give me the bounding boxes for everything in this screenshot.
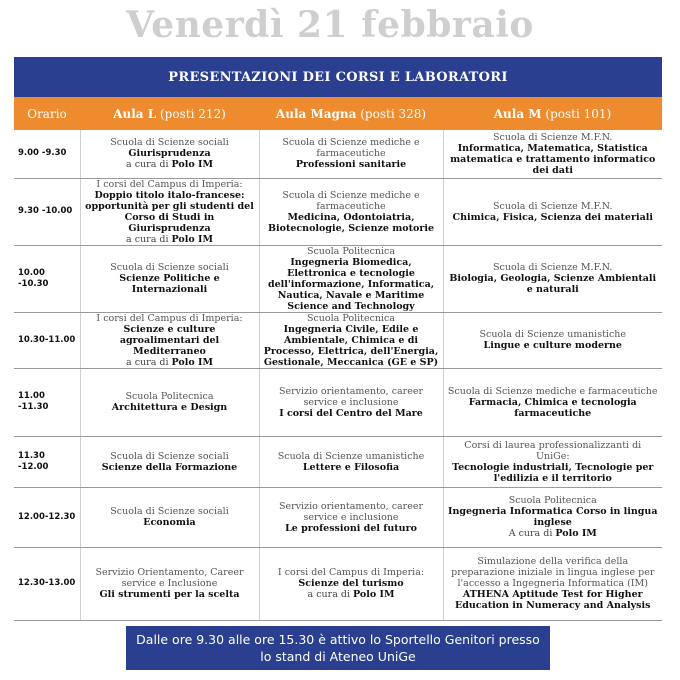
- table-row: [14, 245, 662, 312]
- curated-by: [84, 234, 256, 245]
- course-title: Tecnologie industriali, Tecnologie per l'edilizia e il territorio: [452, 461, 654, 484]
- aula-magna-cell: [259, 436, 443, 487]
- aula-magna-cell: [259, 368, 443, 436]
- aula-m-cell: [443, 312, 662, 368]
- school-label: Scuola di Scienze umanistiche: [277, 450, 425, 462]
- aula-m-cell: [443, 368, 662, 436]
- curated-prefix: A cura di: [508, 528, 556, 539]
- curator-name: Polo IM: [171, 356, 213, 368]
- time-slot: 11.00 -11.30: [14, 368, 80, 436]
- school-label: Scuola di Scienze sociali: [110, 137, 229, 149]
- section-banner: PRESENTAZIONI DEI CORSI E LABORATORI: [14, 57, 662, 97]
- school-label: Scuola di Scienze sociali: [110, 506, 229, 517]
- aula-m-cell: [443, 436, 662, 487]
- course-title: Le professioni del futuro: [285, 522, 417, 534]
- page-title: Venerdì 21 febbraio: [126, 4, 534, 46]
- table-row: [14, 312, 662, 368]
- aula-l-cell: [80, 178, 259, 245]
- course-title: Economia: [143, 517, 196, 528]
- aula-l-cell: [80, 436, 259, 487]
- time-slot: 11.30 -12.00: [14, 436, 80, 487]
- course-title: Doppio titolo italo-francese: opportunità per gli studenti del Corso di Studi in Giurisprudenza: [85, 189, 254, 234]
- table-row: [14, 178, 662, 245]
- aula-magna-cell: [259, 487, 443, 547]
- aula-l-name: Aula L: [113, 106, 157, 121]
- header-aula-l: [80, 107, 259, 121]
- header-aula-m: [443, 107, 662, 121]
- curated-prefix: a cura di: [126, 159, 172, 171]
- course-title: Informatica, Matematica, Statistica matematica e trattamento informatico dei dati: [450, 142, 656, 176]
- curator-name: Polo IM: [171, 233, 213, 245]
- curated-by: [84, 159, 256, 170]
- school-label: Scuola Politecnica: [508, 495, 597, 506]
- aula-magna-cell: [259, 245, 443, 312]
- aula-m-cell: [443, 130, 662, 178]
- course-title: Biologia, Geologia, Scienze Ambientali e naturali: [449, 273, 657, 295]
- curator-name: Polo IM: [171, 159, 213, 171]
- school-label: I corsi del Campus di Imperia:: [277, 567, 425, 578]
- course-title: Farmacia, Chimica e tecnologia farmaceutiche: [468, 396, 637, 419]
- table-row: [14, 130, 662, 178]
- course-title: Lingue e culture moderne: [483, 340, 622, 351]
- curated-by: [263, 589, 440, 600]
- aula-l-cell: [80, 245, 259, 312]
- aula-l-cell: [80, 547, 259, 620]
- footer-line-1: Dalle ore 9.30 alle ore 15.30 è attivo lo Sportello Genitori presso: [136, 632, 540, 647]
- school-label: Scuola di Scienze mediche e farmaceutiche: [447, 385, 658, 397]
- course-title: Chimica, Fisica, Scienza dei materiali: [452, 211, 653, 223]
- course-title: Scienze e culture agroalimentari del Mediterraneo: [119, 323, 220, 357]
- school-label: Scuola di Scienze sociali: [110, 262, 229, 273]
- aula-magna-cell: [259, 130, 443, 178]
- header-aula-magna: [259, 107, 443, 121]
- school-label: Scuola Politecnica: [306, 312, 396, 324]
- aula-magna-seats: (posti 328): [360, 106, 427, 121]
- curator-name: Polo IM: [555, 528, 597, 539]
- aula-magna-cell: [259, 312, 443, 368]
- school-label: Scuola Politecnica: [125, 391, 214, 402]
- curated-by: [84, 357, 256, 368]
- course-title: Scienze del turismo: [298, 578, 404, 589]
- school-label: Corsi di laurea professionalizzanti di UniGe:: [464, 439, 642, 462]
- time-slot: 12.30-13.00: [14, 547, 80, 620]
- curator-name: Polo IM: [353, 589, 395, 600]
- table-header: [14, 97, 662, 130]
- course-title: Ingegneria Biomedica, Elettronica e tecnologie dell'informazione, Informatica, Nautica, Navale e Maritime Science and Technology: [267, 256, 435, 312]
- course-title: Medicina, Odontoiatria, Biotecnologie, Scienze motorie: [267, 211, 434, 234]
- footer-line-2: lo stand di Ateneo UniGe: [260, 649, 416, 664]
- time-slot: 10.00 -10.30: [14, 245, 80, 312]
- aula-m-seats: (posti 101): [545, 106, 612, 121]
- school-label: Scuola di Scienze M.F.N.: [493, 200, 613, 212]
- table-row: [14, 487, 662, 547]
- schedule-table: [14, 130, 662, 621]
- aula-l-cell: [80, 368, 259, 436]
- course-title: Lettere e Filosofia: [302, 461, 400, 473]
- school-label: Scuola di Scienze mediche e farmaceutiche: [282, 137, 420, 160]
- time-slot: 9.30 -10.00: [14, 178, 80, 245]
- course-title: ATHENA Aptitude Test for Higher Education in Numeracy and Analysis: [455, 589, 651, 611]
- school-label: Scuola di Scienze M.F.N.: [493, 131, 613, 143]
- aula-l-cell: [80, 130, 259, 178]
- time-slot: 12.00-12.30: [14, 487, 80, 547]
- course-title: Scienze della Formazione: [101, 461, 238, 473]
- school-label: I corsi del Campus di Imperia:: [96, 312, 243, 324]
- header-orario: Orario: [27, 106, 67, 121]
- aula-m-cell: [443, 178, 662, 245]
- curated-by: [447, 528, 660, 539]
- aula-magna-cell: [259, 547, 443, 620]
- school-label: Simulazione della verifica della preparazione iniziale in lingua inglese per l'accesso a Ingegneria Informatica (IM): [451, 556, 655, 589]
- time-slot: 9.00 -9.30: [14, 130, 80, 178]
- time-slot: 10.30-11.00: [14, 312, 80, 368]
- aula-m-cell: [443, 547, 662, 620]
- footer-notice: [126, 626, 550, 670]
- aula-l-cell: [80, 487, 259, 547]
- course-title: Scienze Politiche e Internazionali: [119, 273, 220, 295]
- school-label: I corsi del Campus di Imperia:: [96, 178, 243, 190]
- course-title: Ingegneria Civile, Edile e Ambientale, Chimica e di Processo, Elettrica, dell'Energia, Gestionale, Meccanica (GE e SP): [263, 323, 439, 368]
- course-title: Ingegneria Informatica Corso in lingua inglese: [448, 506, 658, 528]
- aula-magna-cell: [259, 178, 443, 245]
- table-row: [14, 368, 662, 436]
- course-title: I corsi del Centro del Mare: [279, 407, 423, 419]
- aula-l-seats: (posti 212): [160, 106, 226, 121]
- curated-prefix: a cura di: [126, 356, 172, 368]
- school-label: Scuola di Scienze M.F.N.: [493, 262, 613, 273]
- course-title: Giurisprudenza: [128, 148, 211, 160]
- aula-m-cell: [443, 245, 662, 312]
- course-title: Architettura e Design: [111, 402, 228, 413]
- school-label: Servizio orientamento, career service e inclusione: [278, 500, 424, 523]
- aula-m-name: Aula M: [493, 106, 542, 121]
- table-row: [14, 436, 662, 487]
- school-label: Scuola Politecnica: [306, 245, 396, 257]
- course-title: Gli strumenti per la scelta: [99, 589, 240, 600]
- school-label: Scuola di Scienze sociali: [110, 450, 229, 462]
- table-row: [14, 547, 662, 620]
- aula-magna-name: Aula Magna: [275, 106, 357, 121]
- aula-m-cell: [443, 487, 662, 547]
- curated-prefix: a cura di: [126, 233, 172, 245]
- aula-l-cell: [80, 312, 259, 368]
- school-label: Servizio Orientamento, Career service e Inclusione: [95, 567, 244, 589]
- school-label: Scuola di Scienze umanistiche: [479, 329, 627, 340]
- school-label: Scuola di Scienze mediche e farmaceutiche: [282, 189, 420, 212]
- curated-prefix: a cura di: [307, 589, 354, 600]
- course-title: Professioni sanitarie: [295, 159, 407, 171]
- school-label: Servizio orientamento, career service e inclusione: [278, 385, 424, 408]
